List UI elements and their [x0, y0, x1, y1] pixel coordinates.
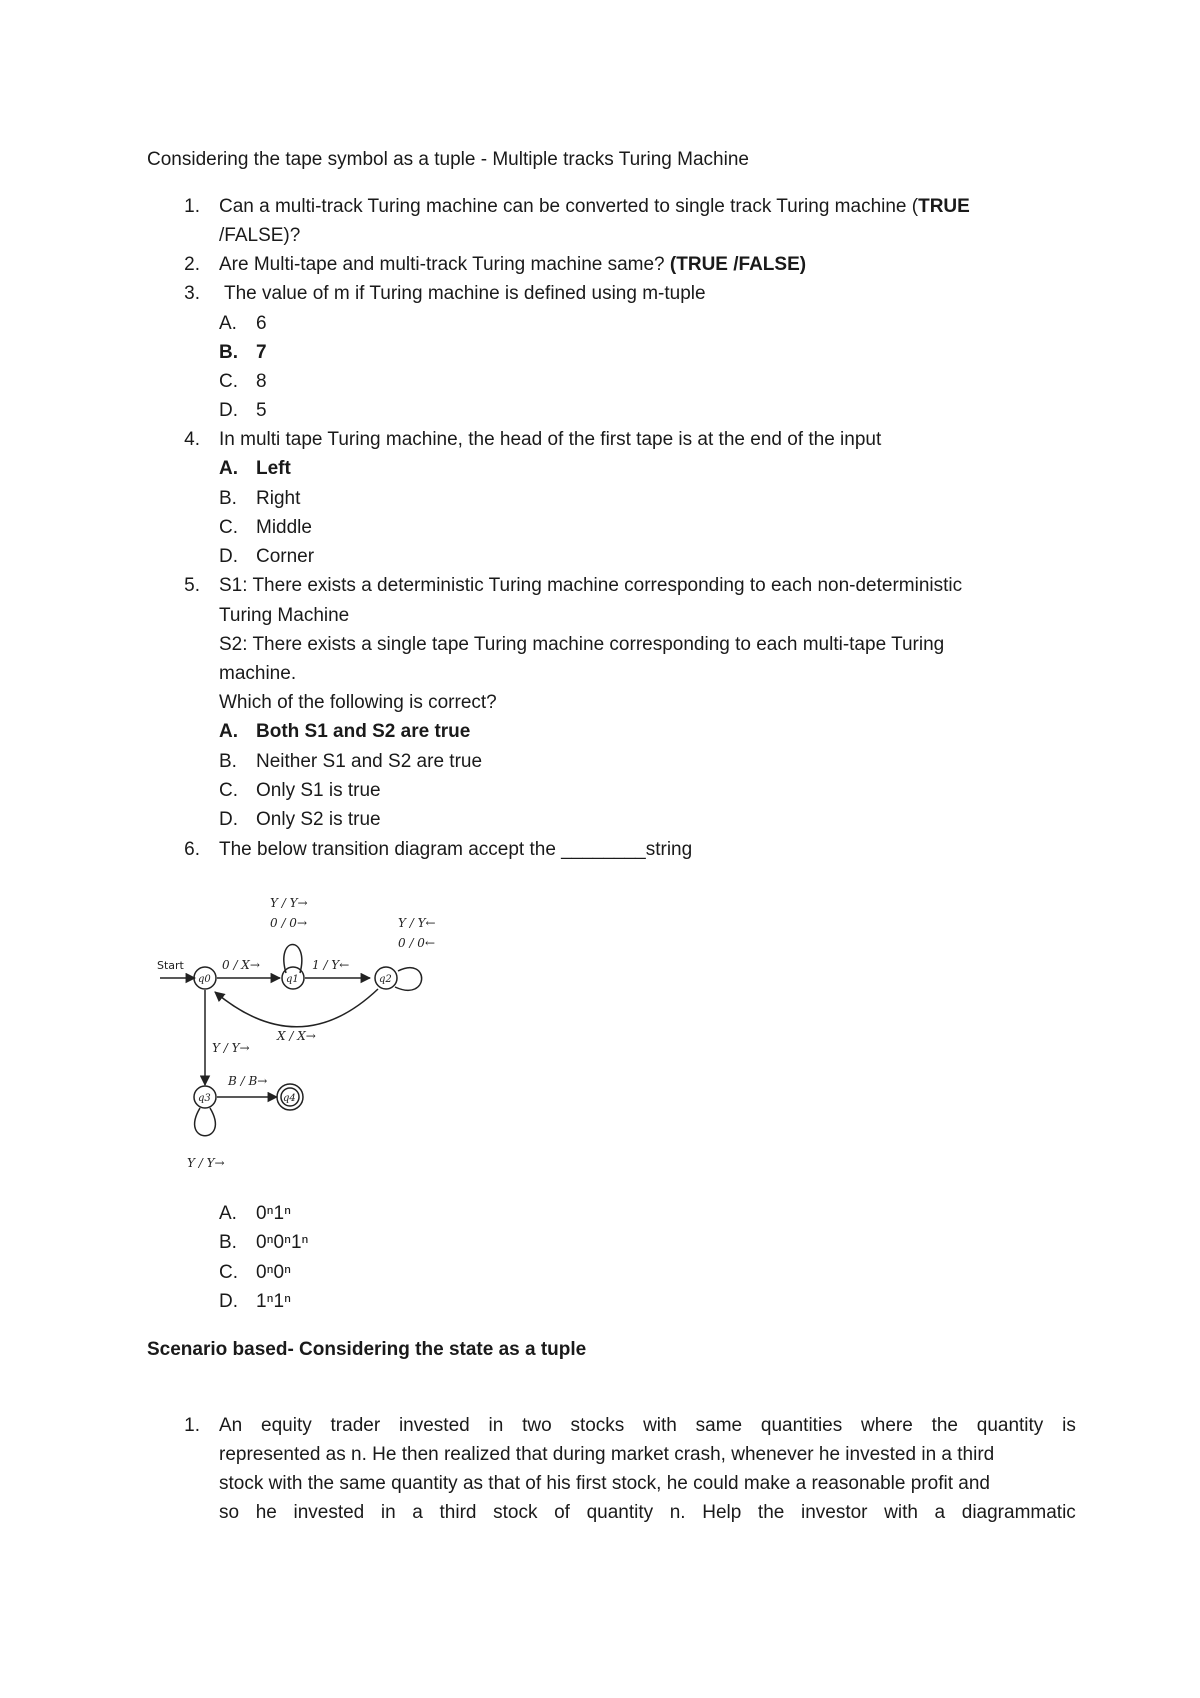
question-number: 6.	[184, 839, 200, 860]
statement-s1-continued: Turing Machine	[219, 605, 350, 626]
option-text: 0ⁿ1ⁿ	[256, 1203, 291, 1224]
option-letter: C.	[219, 1262, 238, 1283]
statement-s2: S2: There exists a single tape Turing machine corresponding to each multi-tape Turing	[219, 634, 945, 655]
option-text: Corner	[256, 546, 315, 567]
state-label-q3: q3	[198, 1093, 211, 1104]
label-q2-loop-top: Y / Y←	[398, 916, 436, 930]
state-label-q2: q2	[379, 974, 392, 985]
scenario-word: stock	[493, 1502, 538, 1523]
option-letter: C.	[219, 780, 238, 801]
label-q1-loop-bottom: 0 / 0→	[270, 916, 307, 930]
scenario-word: with	[643, 1415, 677, 1436]
option-letter: B.	[219, 1232, 237, 1253]
option-text: Neither S1 and S2 are true	[256, 751, 483, 772]
scenario-word: is	[1062, 1415, 1076, 1436]
option-text: Only S2 is true	[256, 809, 381, 830]
scenario-word: quantity	[976, 1415, 1044, 1436]
question-text: The below transition diagram accept the ________string	[219, 839, 693, 860]
question-text	[219, 254, 806, 276]
scenario-word: in	[380, 1502, 396, 1523]
statement-s2-continued: machine.	[219, 663, 297, 684]
scenario-word: invested	[293, 1502, 365, 1523]
label-q0-q3: Y / Y→	[212, 1041, 250, 1055]
option-text: Right	[256, 488, 301, 509]
scenario-word: a	[934, 1502, 946, 1523]
question-number: 2.	[184, 254, 200, 275]
scenario-line: stock with the same quantity as that of his first stock, he could make a reasonable profit and	[219, 1473, 990, 1494]
question-number: 5.	[184, 575, 200, 596]
edge-q2-q0	[215, 989, 378, 1027]
scenario-word: a	[412, 1502, 423, 1523]
question-text: The value of m if Turing machine is defined using m-tuple	[224, 283, 706, 304]
option-letter: B.	[219, 751, 237, 772]
question-number: 1.	[184, 196, 200, 217]
scenario-word: the	[757, 1502, 785, 1523]
scenario-word: with	[884, 1502, 918, 1523]
scenario-word: so	[219, 1502, 240, 1523]
section-heading: Scenario based- Considering the state as a tuple	[147, 1339, 587, 1360]
label-q2-loop-bottom: 0 / 0←	[398, 936, 435, 950]
option-text: Only S1 is true	[256, 780, 381, 801]
state-label-q1: q1	[286, 974, 299, 985]
question-text-part: Are Multi-tape and multi-track Turing machine same?	[219, 254, 670, 275]
state-label-q0: q0	[198, 974, 211, 985]
question-number: 3.	[184, 283, 200, 304]
scenario-word: quantity	[586, 1502, 654, 1523]
scenario-line-justified	[219, 1415, 1076, 1437]
option-text: 0ⁿ0ⁿ1ⁿ	[256, 1232, 309, 1253]
question-number: 1.	[184, 1415, 200, 1436]
option-text-correct: 7	[256, 342, 267, 363]
option-text-correct: Left	[256, 458, 291, 479]
option-text: Middle	[256, 517, 312, 538]
scenario-word: diagrammatic	[961, 1502, 1076, 1523]
option-letter: D.	[219, 400, 238, 421]
option-letter: A.	[219, 313, 237, 334]
label-q2-q0: X / X→	[277, 1029, 316, 1043]
answer-highlight: (TRUE /FALSE)	[669, 254, 807, 275]
scenario-word: the	[931, 1415, 958, 1436]
scenario-word: third	[439, 1502, 477, 1523]
question-text: Which of the following is correct?	[219, 692, 497, 713]
option-letter: B.	[219, 488, 237, 509]
scenario-word: An	[219, 1415, 243, 1436]
label-q3-q4: B / B→	[228, 1074, 268, 1088]
scenario-word: he	[255, 1502, 277, 1523]
option-letter: A.	[219, 458, 238, 479]
scenario-word: of	[554, 1502, 570, 1523]
section-heading: Considering the tape symbol as a tuple - Multiple tracks Turing Machine	[147, 149, 749, 170]
option-text: 0ⁿ0ⁿ	[256, 1262, 291, 1283]
scenario-word: two	[522, 1415, 552, 1436]
option-text: 6	[256, 313, 267, 334]
option-text: 1ⁿ1ⁿ	[256, 1291, 291, 1312]
scenario-line: represented as n. He then realized that during market crash, whenever he invested in a third	[219, 1444, 995, 1465]
option-text-correct: Both S1 and S2 are true	[256, 721, 471, 742]
option-letter: C.	[219, 517, 238, 538]
label-q1-q2: 1 / Y←	[312, 958, 350, 972]
option-letter: B.	[219, 342, 238, 363]
option-letter: D.	[219, 809, 238, 830]
answer-highlight: TRUE	[918, 196, 970, 217]
scenario-word: where	[861, 1415, 913, 1436]
label-q1-loop-top: Y / Y→	[270, 896, 308, 910]
question-text	[219, 196, 970, 218]
scenario-word: same	[695, 1415, 743, 1436]
scenario-word: investor	[800, 1502, 868, 1523]
option-letter: C.	[219, 371, 238, 392]
scenario-word: invested	[398, 1415, 470, 1436]
scenario-line-justified	[219, 1502, 1076, 1524]
option-letter: A.	[219, 721, 238, 742]
question-number: 4.	[184, 429, 200, 450]
option-letter: D.	[219, 1291, 238, 1312]
option-letter: A.	[219, 1203, 237, 1224]
label-q3-loop: Y / Y→	[187, 1156, 225, 1170]
scenario-word: n.	[669, 1502, 686, 1523]
scenario-word: equity	[261, 1415, 312, 1436]
start-label: Start	[157, 959, 184, 972]
option-letter: D.	[219, 546, 238, 567]
transition-diagram	[150, 885, 450, 1175]
option-text: 5	[256, 400, 267, 421]
scenario-word: Help	[702, 1502, 742, 1523]
scenario-word: quantities	[760, 1415, 843, 1436]
scenario-word: stocks	[570, 1415, 625, 1436]
question-text-part: Can a multi-track Turing machine can be converted to single track Turing machine (	[219, 196, 919, 217]
scenario-word: in	[488, 1415, 504, 1436]
loop-q3	[195, 1108, 216, 1136]
loop-q2	[395, 968, 422, 991]
option-text: 8	[256, 371, 267, 392]
question-text-continued: /FALSE)?	[219, 225, 301, 246]
label-q0-q1: 0 / X→	[222, 958, 260, 972]
scenario-word: trader	[330, 1415, 381, 1436]
statement-s1: S1: There exists a deterministic Turing machine corresponding to each non-deterministic	[219, 575, 963, 596]
question-text: In multi tape Turing machine, the head of the first tape is at the end of the input	[219, 429, 882, 450]
state-label-q4: q4	[283, 1093, 296, 1104]
